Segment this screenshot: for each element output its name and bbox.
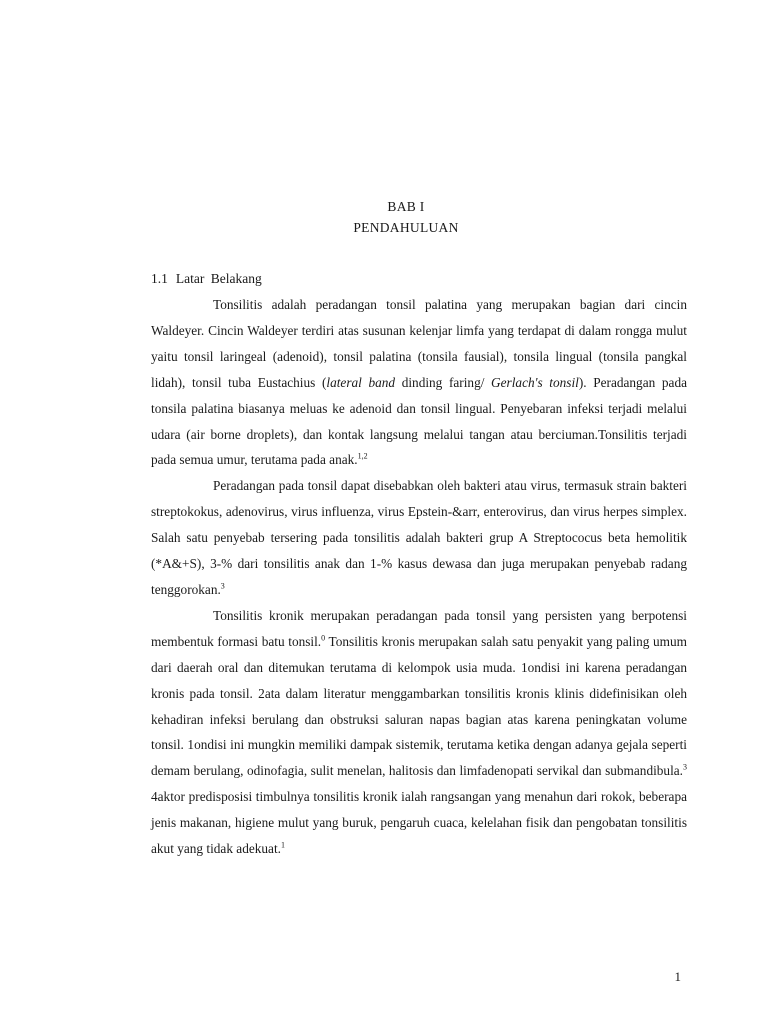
paragraph-text: Tonsilitis kronis merupakan salah satu penyakit yang paling umum dari daerah oral dan ditemukan terutama di kelompok usia muda. 1ondisi ini karena peradangan kronis pada tonsil. 2ata dalam literatur menggambarkan tonsilitis kronis klinis didefinisikan oleh kehadiran infeksi berulang dan obstruksi saluran napas bagian atas karena peningkatan volume tonsil. 1ondisi ini mungkin memiliki dampak sistemik, terutama ketika dengan adanya gejala seperti demam berulang, odinofagia, sulit menelan, halitosis dan limfadenopati servikal dan submandibula. (151, 633, 687, 779)
page-number: 1 (674, 969, 681, 984)
section-heading (151, 271, 262, 287)
citation-superscript: 3 (220, 581, 225, 591)
paragraph-text: 4aktor predisposisi timbulnya tonsilitis kronik ialah rangsangan yang menahun dari rokok, beberapa jenis makanan, higiene mulut yang buruk, pengaruh cuaca, kelelahan fisik dan pengobatan tonsilitis akut yang tidak adekuat. (151, 789, 687, 857)
citation-superscript: 1,2 (357, 452, 368, 462)
section-number: 1.1 (151, 271, 168, 286)
italic-term: lateral band (326, 374, 396, 390)
citation-superscript: 1 (280, 840, 285, 850)
chapter-title: PENDAHULUAN (353, 220, 459, 235)
paragraph-2 (151, 473, 687, 603)
paragraph-text: Peradangan pada tonsil dapat disebabkan oleh bakteri atau virus, termasuk strain bakteri streptokokus, adenovirus, virus influenza, virus Epstein-&arr, enterovirus, dan virus herpes simplex. Salah satu penyebab tersering pada tonsilitis adalah bakteri grup A Streptococus beta hemolitik (*A&+S), 3-% dari tonsilitis anak dan 1-% kasus dewasa dan juga merupakan penyebab radang tenggorokan. (151, 478, 687, 597)
paragraph-3 (151, 603, 687, 862)
paragraph-text: Tonsilitis kronik merupakan peradangan pada tonsil yang persisten yang berpotensi membentuk formasi batu tonsil. (151, 607, 687, 649)
italic-term: Gerlach's tonsil (491, 374, 579, 390)
body-text (151, 292, 687, 862)
section-title: Latar Belakang (175, 271, 262, 286)
chapter-label: BAB I (387, 199, 425, 214)
citation-superscript: 0 (321, 633, 326, 643)
paragraph-text: dinding faring/ (395, 374, 492, 390)
paragraph-1 (151, 292, 687, 473)
paragraph-text: Tonsilitis adalah peradangan tonsil palatina yang merupakan bagian dari cincin Waldeyer. Cincin Waldeyer terdiri atas susunan kelenjar limfa yang terdapat di dalam rongga mulut yaitu tonsil laringeal (adenoid), tonsil palatina (tonsila fausial), tonsila lingual (tonsila pangkal lidah), tonsil tuba Eustachius ( (151, 297, 687, 390)
paragraph-text: ). Peradangan pada tonsila palatina biasanya meluas ke adenoid dan tonsil lingual. Penyebaran infeksi terjadi melalui udara (air borne droplets), dan kontak langsung melalui tangan atau berciuman.Tonsilitis terjadi pada semua umur, terutama pada anak. (151, 374, 687, 468)
citation-superscript: 3 (683, 762, 687, 772)
